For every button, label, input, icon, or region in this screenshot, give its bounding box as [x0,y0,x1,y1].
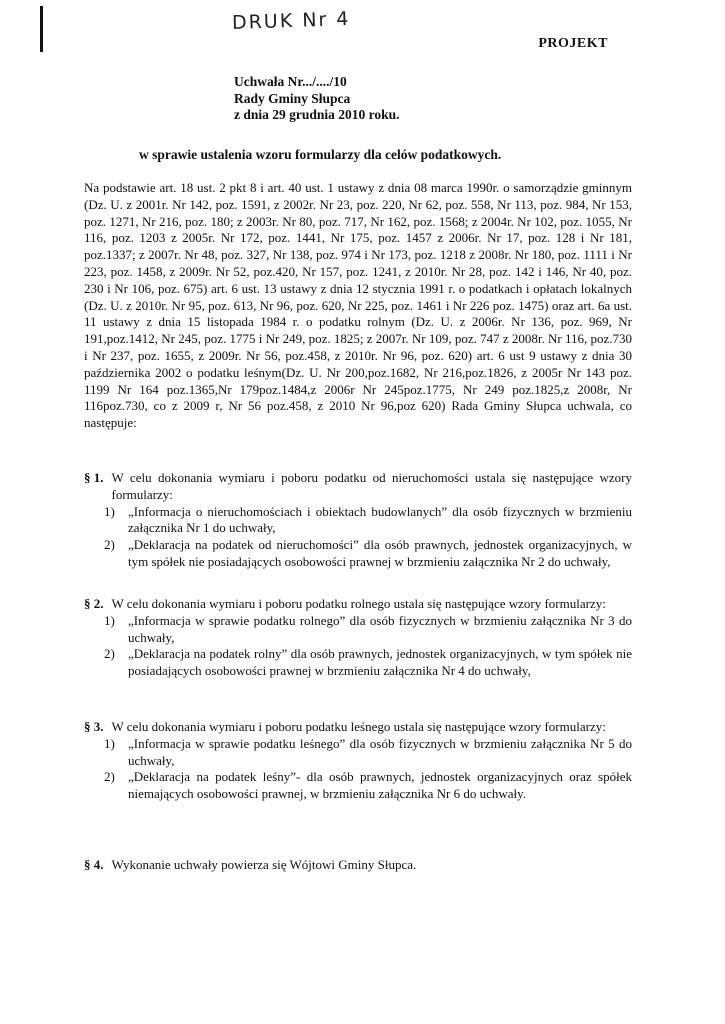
section-mark: § 2. [84,596,104,611]
list-item [104,736,632,770]
item-number: 2) [104,646,115,662]
status-label: PROJEKT [538,36,608,51]
item-number: 1) [104,503,115,519]
handwritten-note: DRUK Nr 4 [231,7,351,35]
item-number: 1) [104,612,115,628]
resolution-header [234,74,400,124]
list-item [104,613,632,647]
council-name: Rady Gminy Słupca [234,90,351,106]
section-intro: W celu dokonania wymiaru i poboru podatku rolnego ustala się następujące wzory formularzy: [111,596,606,611]
item-text: „Deklaracja na podatek rolny” dla osób prawnych, jednostek organizacyjnych, w tym spółek nie posiadających osobowości prawnej w brzmieniu załącznika Nr 4 do uchwały, [128,646,632,679]
item-text: „Informacja w sprawie podatku rolnego” dla osób fizycznych w brzmieniu załącznika Nr 3 do uchwały, [128,612,632,645]
scan-edge-mark [40,6,43,52]
item-text: „Deklaracja na podatek leśny”- dla osób prawnych, jednostek organizacyjnych oraz spółek niemających osobowości prawnej, w brzmieniu załącznika Nr 6 do uchwały. [128,769,632,802]
item-text: „Informacja o nieruchomościach i obiektach budowlanych” dla osób fizycznych w brzmieniu załącznika Nr 1 do uchwały, [128,503,632,536]
item-number: 1) [104,735,115,751]
item-text: „Deklaracja na podatek od nieruchomości” dla osób prawnych, jednostek organizacyjnych, w tym spółek nie posiadających osobowości prawnej w brzmieniu załącznika Nr 2 do uchwały, [128,537,632,569]
item-number: 2) [104,769,115,785]
item-number: 2) [104,537,115,553]
section-4 [84,857,632,874]
section-intro: Wykonanie uchwały powierza się Wójtowi Gminy Słupca. [111,857,417,872]
list-item [104,646,632,680]
resolution-date: z dnia 29 grudnia 2010 roku. [234,107,400,122]
preamble-paragraph: Na podstawie art. 18 ust. 2 pkt 8 i art. 40 ust. 1 ustawy z dnia 08 marca 1990r. o samorządzie gminnym (Dz. U. z 2001r. Nr 142, poz. 1591, z 2002r. Nr 23, poz. 220, Nr 62, poz. 558, Nr 113, poz. 984, Nr 153, poz. 1271, Nr 216, poz. 180; z 2003r. Nr 80, poz. 717, Nr 162, poz. 1568; z 2004r. Nr 102, poz. 1055, Nr 116, poz. 1203 z 2005r. Nr 172, poz. 1441, Nr 175, poz. 1457 z 2006r. Nr 17, poz. 128 i Nr 181, poz.1337; z 2007r. Nr 48, poz. 327, Nr 138, poz. 974 i Nr 173, poz. 1218 z 2008r. Nr 180, poz. 1111 i Nr 223, poz. 1458, z 2009r. Nr 52, poz.420, Nr 157, poz. 1241, z 2010r. Nr 28, poz. 142 i 146, Nr 40, poz. 230 i Nr 106, poz. 675) art. 6 ust. 13 ustawy z dnia 12 stycznia 1991 r. o podatkach i opłatach lokalnych (Dz. U. z 2010r. Nr 95, poz. 613, Nr 96, poz. 620, Nr 225, poz. 1461 i Nr 226 poz. 1475) oraz art. 6a ust. 11 ustawy z dnia 15 listopada 1984 r. o podatku rolnym (Dz. U. z 2006r. Nr 136, poz. 969, Nr 191,poz.1412, Nr 245, poz. 1775 i Nr 249, poz. 1825; z 2007r. Nr 109, poz. 747 z 2008r. Nr 116, poz.730 i Nr 237, poz. 1655, z 2009r. Nr 56, poz.458, z 2010r. Nr 96, poz. 620) art. 6 ust 9 ustawy z dnia 30 października 2002 o podatku leśnym(Dz. U. Nr 200,poz.1682, Nr 216,poz.1826, z 2005r Nr 143 poz. 1199 Nr 164 poz.1365,Nr 179poz.1484,z 2006r Nr 245poz.1775, Nr 249 poz.1825,z 2008r, Nr 116poz.730, co z 2009 r, Nr 56 poz.458, z 2010 Nr 96,poz 620) Rada Gminy Słupca uchwala, co następuje: [84,180,632,431]
section-intro: W celu dokonania wymiaru i poboru podatku od nieruchomości ustala się następujące wzory formularzy: [111,470,632,502]
section-3 [84,719,632,803]
section-2 [84,596,632,680]
list-item [104,769,632,803]
list-item [104,504,632,538]
section-mark: § 4. [84,857,104,872]
resolution-number: Uchwała Nr.../..../10 [234,74,347,89]
section-1 [84,470,632,571]
section-mark: § 1. [84,470,104,485]
resolution-subject: w sprawie ustalenia wzoru formularzy dla celów podatkowych. [139,147,502,162]
list-item [104,537,632,571]
section-mark: § 3. [84,719,104,734]
item-text: „Informacja w sprawie podatku leśnego” dla osób fizycznych w brzmieniu załącznika Nr 5 do uchwały, [128,735,632,768]
section-intro: W celu dokonania wymiaru i poboru podatku leśnego ustala się następujące wzory formularzy: [111,719,606,734]
